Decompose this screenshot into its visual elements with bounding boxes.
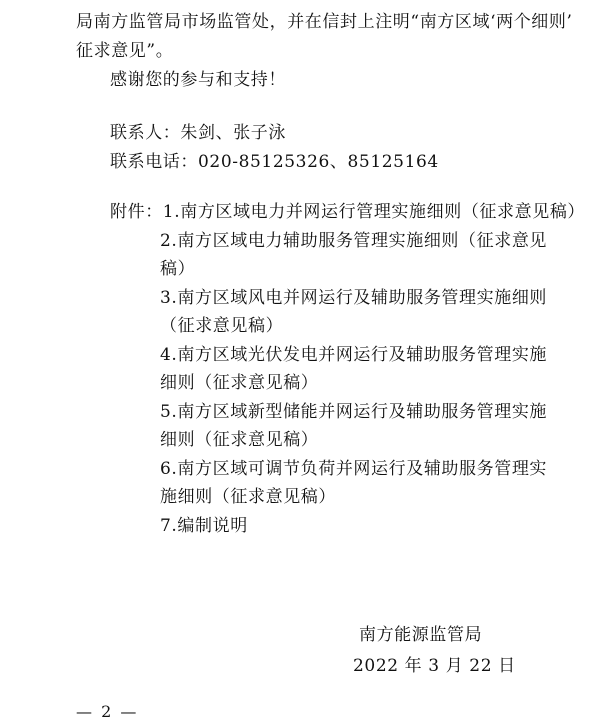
attachment-item-2-cont: 稿） xyxy=(160,259,196,279)
attachment-item-6: 6.南方区域可调节负荷并网运行及辅助服务管理实 xyxy=(160,459,548,479)
thanks-text: 感谢您的参与和支持！ xyxy=(110,70,286,90)
attachment-item-1: 附件：1.南方区域电力并网运行管理实施细则（征求意见稿） xyxy=(110,202,586,222)
attachment-item-3: 3.南方区域风电并网运行及辅助服务管理实施细则 xyxy=(160,288,548,308)
attachment-item-7: 7.编制说明 xyxy=(160,516,248,536)
attachment-item-5: 5.南方区域新型储能并网运行及辅助服务管理实施 xyxy=(160,402,548,422)
attachment-item-6-cont: 施细则（征求意见稿） xyxy=(160,487,336,507)
attachment-item-4: 4.南方区域光伏发电并网运行及辅助服务管理实施 xyxy=(160,345,548,365)
attachment-item-5-cont: 细则（征求意见稿） xyxy=(160,430,319,450)
attachment-item-3-cont: （征求意见稿） xyxy=(160,316,284,336)
contact-persons: 联系人：朱剑、张子泳 xyxy=(110,123,286,143)
signature-org: 南方能源监管局 xyxy=(359,625,483,645)
attachment-item-4-cont: 细则（征求意见稿） xyxy=(160,373,319,393)
page-number: — 2 — xyxy=(76,702,139,721)
signature-date: 2022 年 3 月 22 日 xyxy=(353,656,516,676)
attachment-item-2: 2.南方区域电力辅助服务管理实施细则（征求意见 xyxy=(160,231,548,251)
contact-phone: 联系电话：020-85125326、85125164 xyxy=(110,152,439,172)
body-text-line: 局南方监管局市场监管处，并在信封上注明“南方区域‘两个细则’ xyxy=(76,12,573,32)
body-text-line: 征求意见”。 xyxy=(76,41,174,61)
